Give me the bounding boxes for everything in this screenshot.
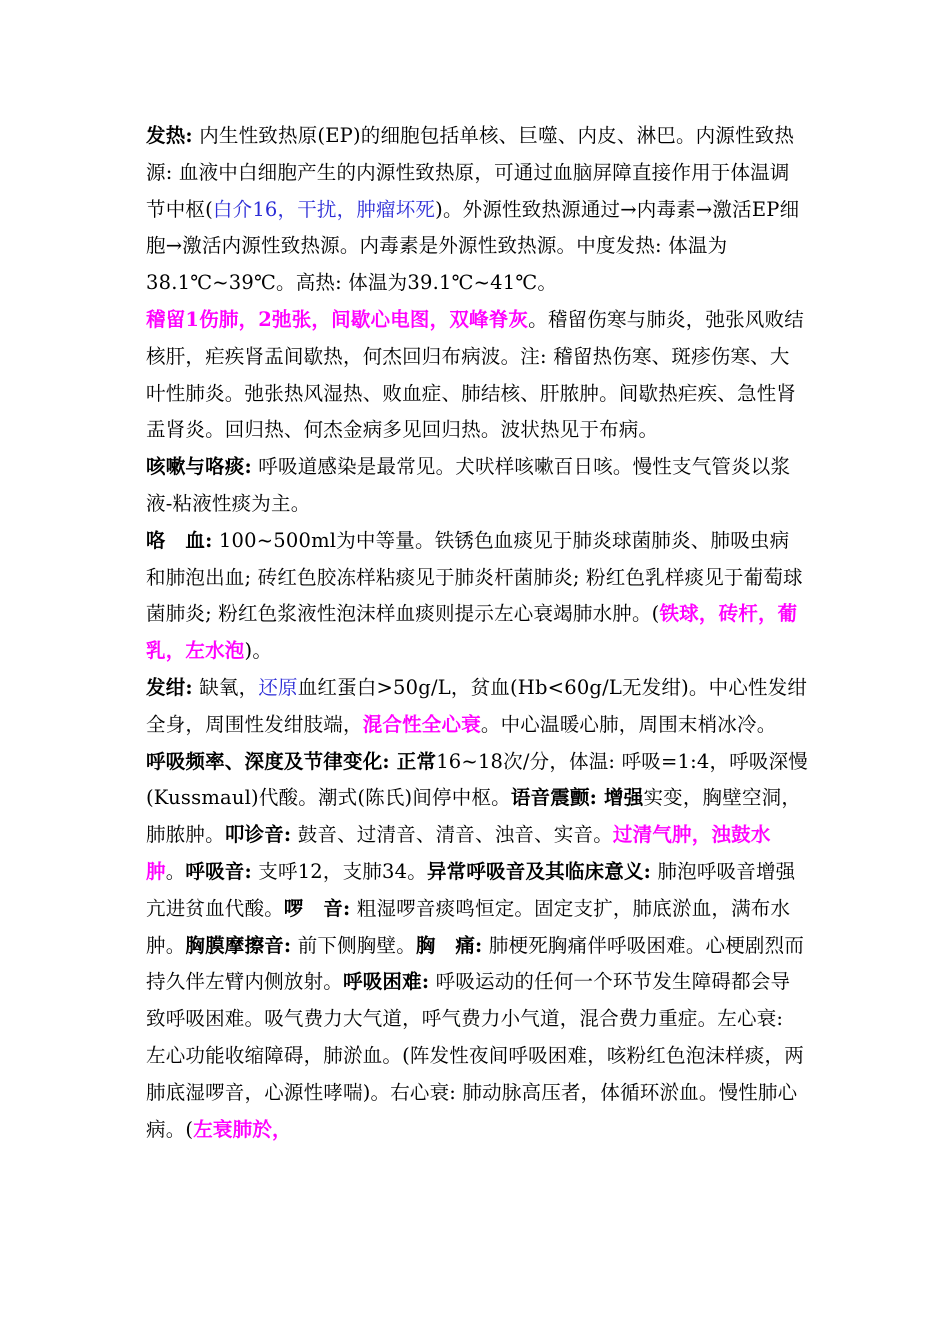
section-heading: 发绀: — [146, 675, 193, 699]
body-text: 16~18次/分，体温: 呼吸=1:4，呼吸深慢(Kussmaul)代酸。潮式(陈氏)间停中枢。 — [146, 749, 809, 810]
body-text: 前下侧胸壁。 — [291, 933, 416, 957]
section-heading: 异常呼吸音及其临床意义: — [426, 859, 652, 883]
paragraph — [146, 670, 808, 744]
body-text: 100~500ml为中等量。铁锈色血痰见于肺炎球菌肺炎、肺吸虫病和肺泡出血; 砖红色胶冻样粘痰见于肺炎杆菌肺炎; 粉红色乳样痰见于葡萄球菌肺炎; 粉红色浆液性泡沫样血痰则提示左心衰竭肺水肿。( — [146, 528, 803, 626]
highlight-text: 还原 — [258, 675, 298, 699]
mnemonic-text: 过清气肿，浊鼓水肿 — [146, 823, 771, 883]
section-heading: 语音震颤: 增强 — [510, 786, 644, 810]
section-heading: 叩诊音: — [224, 823, 292, 847]
paragraph — [146, 523, 808, 670]
section-heading: 咯 血: — [146, 528, 213, 552]
section-heading: 呼吸困难: — [343, 970, 430, 994]
paragraph — [146, 744, 808, 1149]
mnemonic-text: 稽留1伤肺，2弛张，间歇心电图，双峰脊灰 — [146, 307, 529, 331]
body-text: )。 — [244, 639, 273, 663]
section-heading: 胸膜摩擦音: — [185, 933, 292, 957]
document-body — [146, 118, 808, 1148]
body-text: 鼓音、过清音、清音、浊音、实音。 — [291, 823, 613, 847]
highlight-text: 白介16，干扰，肿瘤坏死 — [212, 197, 436, 221]
mnemonic-text: 混合性全心衰 — [362, 712, 481, 736]
paragraph — [146, 118, 808, 302]
body-text: 支呼12，支肺34。 — [251, 859, 427, 883]
section-heading: 呼吸音: — [185, 859, 252, 883]
section-heading: 咳嗽与咯痰: — [146, 455, 252, 479]
body-text: 肺梗死胸痛伴呼吸困难。心梗剧烈而持久伴左臂内侧放射。 — [146, 933, 805, 994]
body-text: 。稽留伤寒与肺炎，弛张风败结核肝，疟疾肾盂间歇热，何杰回归布病波。注: 稽留热伤寒、斑疹伤寒、大叶性肺炎。弛张热风湿热、败血症、肺结核、肝脓肿。间歇热疟疾、急性肾盂肾炎。回归热、何杰金病多见回归热。波状热见于布病。 — [146, 307, 804, 442]
body-text: 肺泡呼吸音增强亢进贫血代酸。 — [146, 859, 796, 920]
body-text: 。 — [165, 859, 186, 883]
body-text: 呼吸运动的任何一个环节发生障碍都会导致呼吸困难。吸气费力大气道，呼气费力小气道，混合费力重症。左心衰: 左心功能收缩障碍，肺淤血。(阵发性夜间呼吸困难，咳粉红色泡沫样痰，两肺底湿啰音，心源性哮喘)。右心衰: 肺动脉高压者，体循环淤血。慢性肺心病。( — [146, 970, 804, 1141]
paragraph — [146, 449, 808, 523]
section-heading: 胸 痛: — [415, 933, 483, 957]
body-text: 内生性致热原(EP)的细胞包括单核、巨噬、内皮、淋巴。内源性致热源: 血液中白细胞产生的内源性致热原，可通过血脑屏障直接作用于体温调节中枢( — [146, 124, 795, 221]
body-text: 粗湿啰音痰鸣恒定。固定支扩，肺底淤血，满布水肿。 — [146, 896, 791, 957]
section-heading: 呼吸频率、深度及节律变化: 正常 — [146, 749, 437, 773]
body-text: )。外源性致热源通过→内毒素→激活EP细胞→激活内源性致热源。内毒素是外源性致热源。中度发热: 体温为38.1℃~39℃。高热: 体温为39.1℃~41℃。 — [146, 197, 800, 295]
body-text: 缺氧， — [192, 675, 259, 699]
paragraph — [146, 302, 808, 449]
body-text: 。中心温暖心肺，周围末梢冰冷。 — [480, 712, 777, 736]
section-heading: 啰 音: — [283, 896, 351, 920]
mnemonic-text: 左衰肺於， — [193, 1117, 292, 1141]
mnemonic-text: 铁球，砖杆，葡乳，左水泡 — [146, 602, 798, 663]
section-heading: 发热: — [146, 124, 193, 147]
body-text: 呼吸道感染是最常见。犬吠样咳嗽百日咳。慢性支气管炎以浆液-粘液性痰为主。 — [146, 455, 791, 515]
body-text: 血红蛋白>50g/L，贫血(Hb<60g/L无发绀)。中心性发绀全身，周围性发绀肢端， — [146, 675, 808, 736]
body-text: 实变，胸壁空洞，肺脓肿。 — [146, 786, 802, 847]
